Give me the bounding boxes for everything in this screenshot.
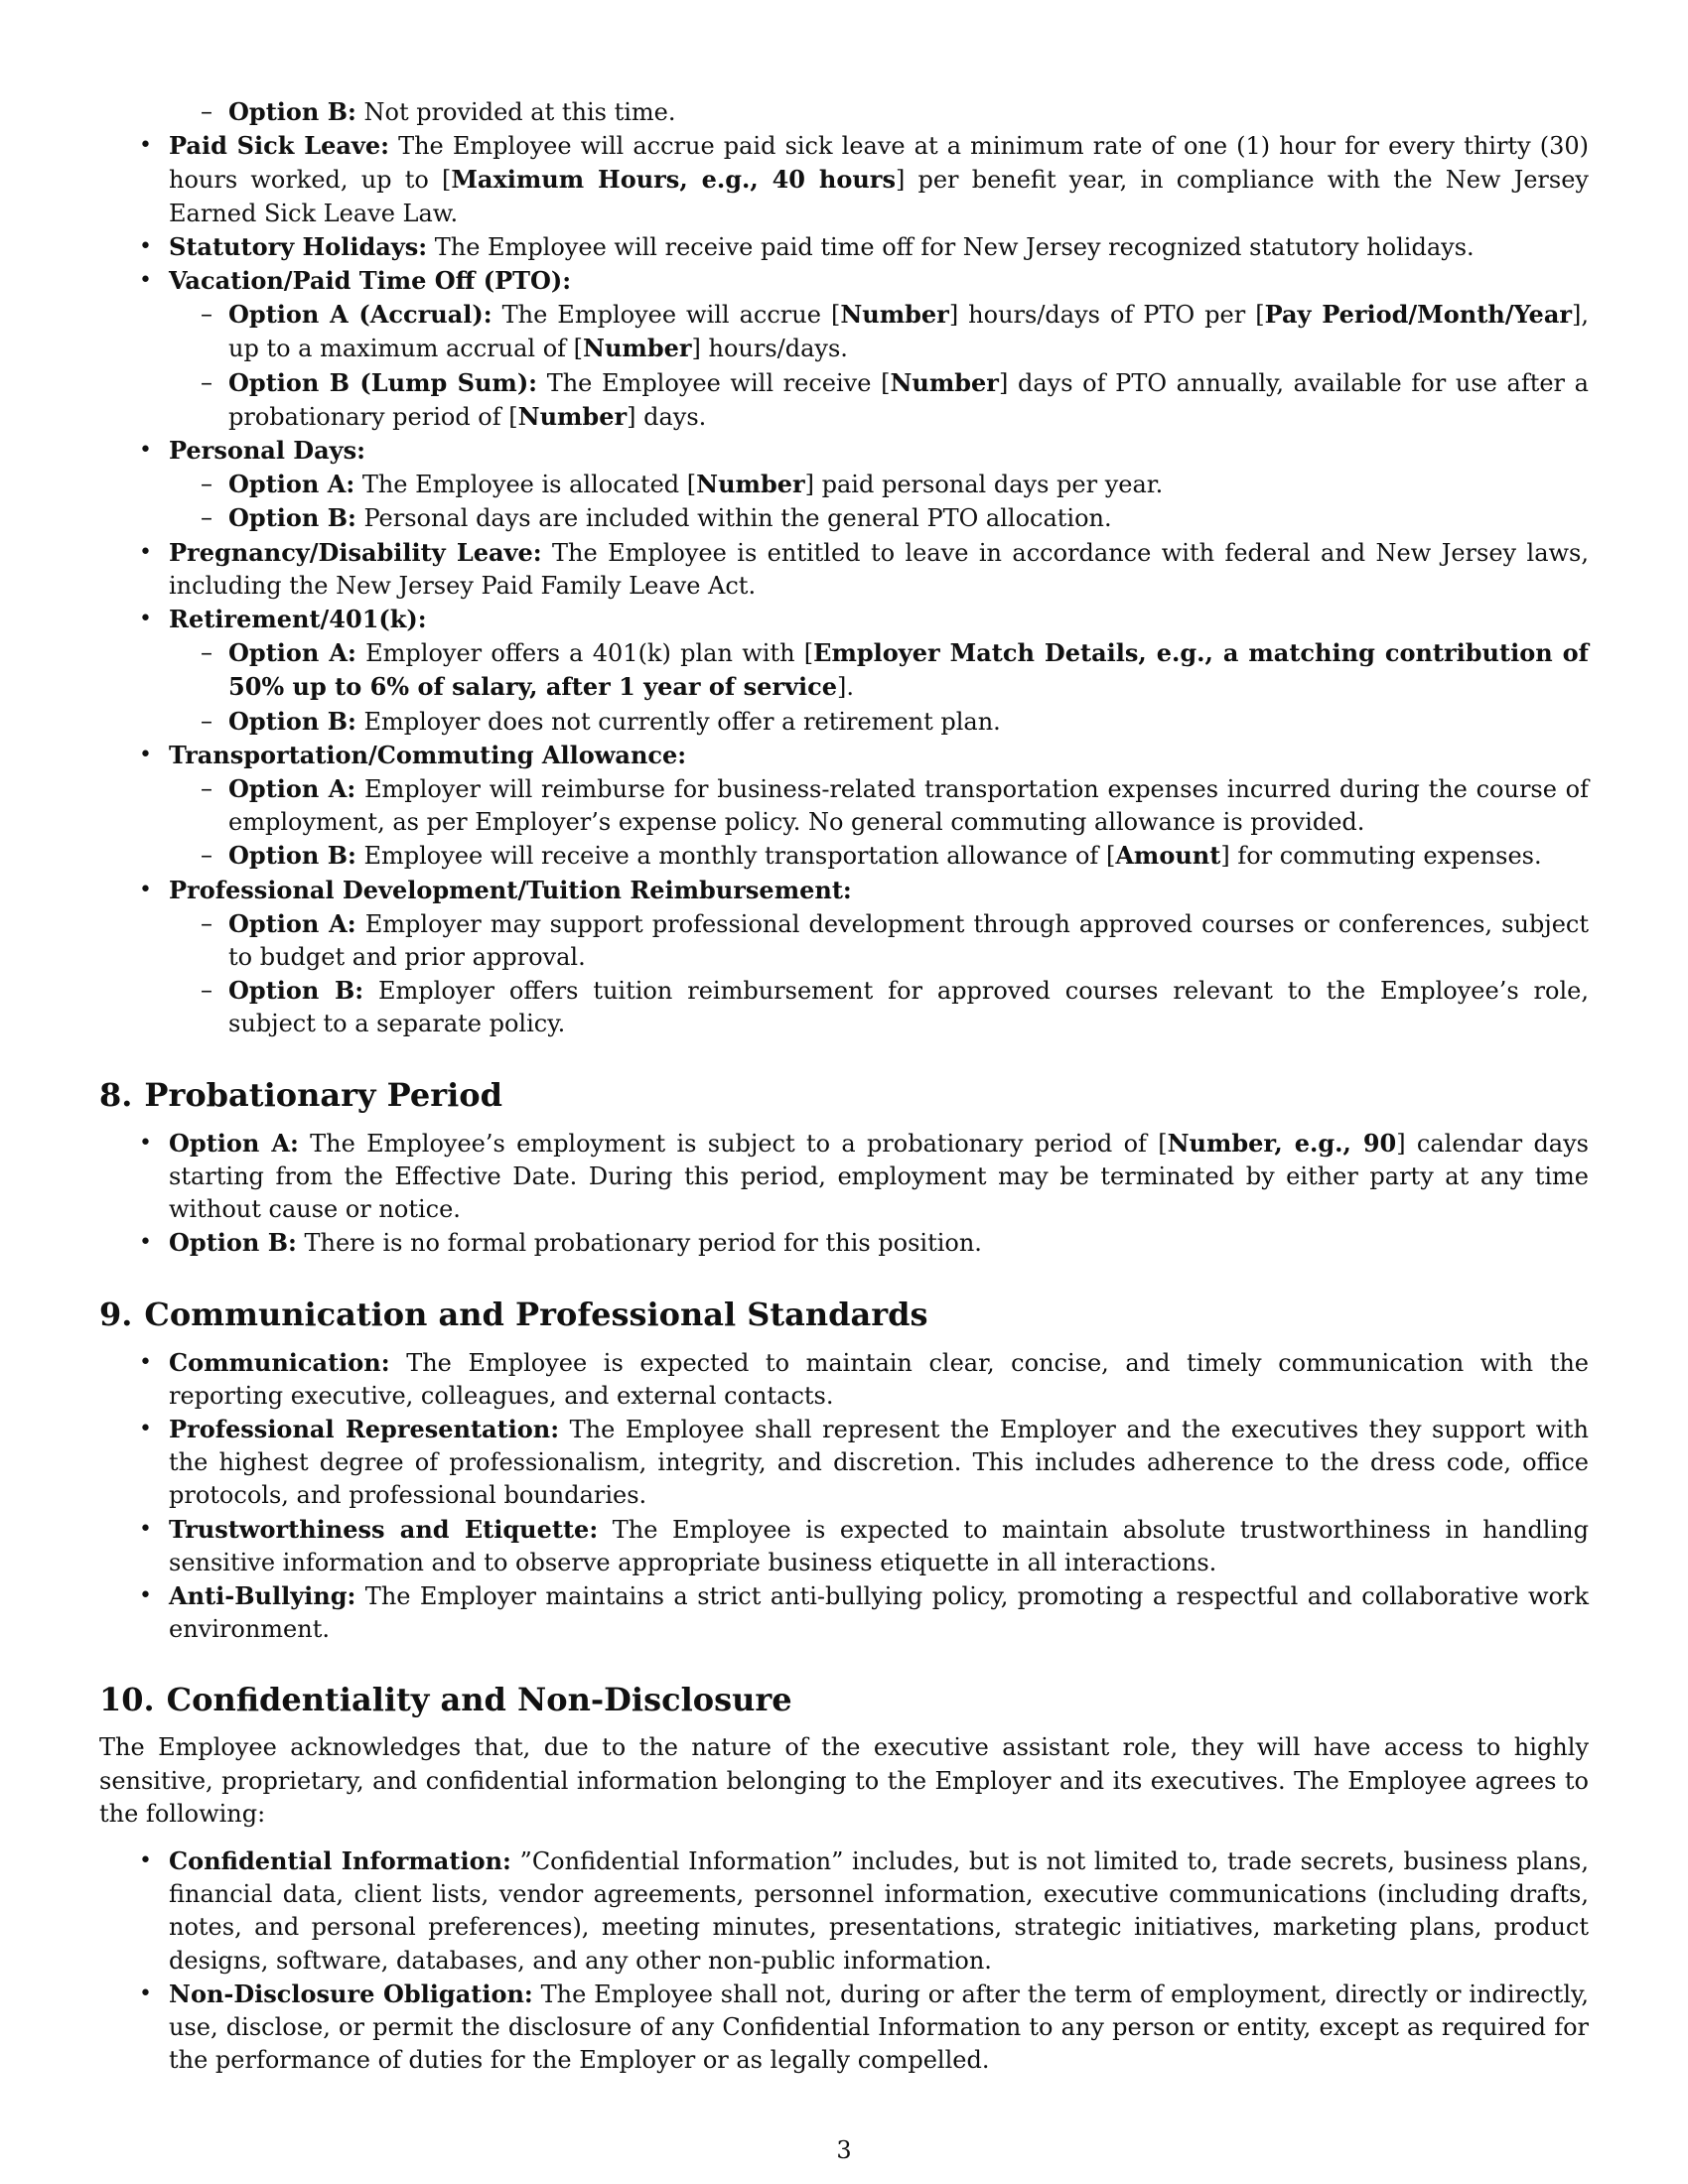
list-item: – Option A: The Employee is allocated [Number] paid personal days per year. [169, 468, 1589, 501]
list-item: • Confidential Information: ”Confidential Information” includes, but is not limited to, trade secrets, business plans, financial data, client lists, vendor agreements, personnel information, executive communications (including drafts, notes, and personal preferences), meeting minutes, presentations, strategic initiatives, marketing plans, product designs, software, databases, and any other non-public information. [99, 1844, 1589, 1978]
document-page [99, 95, 1589, 2077]
list-item: • Statutory Holidays: The Employee will receive paid time off for New Jersey recognized statutory holidays. [99, 230, 1589, 264]
list-item: – Option B (Lump Sum): The Employee will receive [Number] days of PTO annually, available for use after a probationary period of [Number] days. [169, 366, 1589, 434]
list-item: • Non-Disclosure Obligation: The Employee shall not, during or after the term of employment, directly or indirectly, use, disclose, or permit the disclosure of any Confidential Information to any person or entity, except as required for the performance of duties for the Employer or as legally compelled. [99, 1978, 1589, 2078]
list-item: – Option B: Employee will receive a monthly transportation allowance of [Amount] for commuting expenses. [169, 839, 1589, 873]
option-b-continuation: – Option B: Not provided at this time. [99, 95, 1589, 129]
list-item: • Trustworthiness and Etiquette: The Employee is expected to maintain absolute trustworthiness in handling sensitive information and to observe appropriate business etiquette in all interactions. [99, 1513, 1589, 1579]
list-item: • Paid Sick Leave: The Employee will accrue paid sick leave at a minimum rate of one (1) hour for every thirty (30) hours worked, up to [Maximum Hours, e.g., 40 hours] per benefit year, in compliance with the New Jersey Earned Sick Leave Law. [99, 129, 1589, 230]
list-item: – Option B: Personal days are included within the general PTO allocation. [169, 501, 1589, 535]
section-heading-probationary: 8. Probationary Period [99, 1075, 502, 1114]
probation-list [99, 1127, 1589, 1261]
list-item: • Personal Days: – Option A: The Employee is allocated [Number] paid personal days per year. – Option B: Personal days are included within the general PTO allocation. [99, 434, 1589, 536]
list-item: – Option B: Employer does not currently offer a retirement plan. [169, 705, 1589, 739]
list-item: – Option A: Employer will reimburse for business-related transportation expenses incurred during the course of employment, as per Employer’s expense policy. No general commuting allowance is provided. [169, 772, 1589, 839]
confidentiality-list [99, 1844, 1589, 2077]
list-item: • Pregnancy/Disability Leave: The Employee is entitled to leave in accordance with federal and New Jersey laws, including the New Jersey Paid Family Leave Act. [99, 536, 1589, 603]
list-item: • Retirement/401(k): – Option A: Employer offers a 401(k) plan with [Employer Match Details, e.g., a matching contribution of 50% up to 6% of salary, after 1 year of service]. – Option B: Employer does not currently offer a retirement plan. [99, 603, 1589, 739]
list-item: – Option A (Accrual): The Employee will accrue [Number] hours/days of PTO per [Pay Period/Month/Year], up to a maximum accrual of [Number] hours/days. [169, 298, 1589, 365]
list-item: – Option A: Employer offers a 401(k) plan with [Employer Match Details, e.g., a matching contribution of 50% up to 6% of salary, after 1 year of service]. [169, 636, 1589, 704]
page-number: 3 [836, 2136, 852, 2164]
list-item: • Professional Representation: The Employee shall represent the Employer and the executives they support with the highest degree of professionalism, integrity, and discretion. This includes adherence to the dress code, office protocols, and professional boundaries. [99, 1413, 1589, 1513]
benefits-list [99, 129, 1589, 1040]
confidentiality-intro: The Employee acknowledges that, due to the nature of the executive assistant role, they will have access to highly sensitive, proprietary, and confidential information belonging to the Employer and its executives. The Employee agrees to the following: [99, 1733, 1589, 1828]
list-item: • Option B: There is no formal probationary period for this position. [99, 1226, 1589, 1260]
standards-list [99, 1346, 1589, 1647]
section-heading-confidentiality: 10. Confidentiality and Non-Disclosure [99, 1681, 792, 1719]
section-heading-communication: 9. Communication and Professional Standards [99, 1295, 928, 1333]
list-item: • Option A: The Employee’s employment is subject to a probationary period of [Number, e.g., 90] calendar days starting from the Effective Date. During this period, employment may be terminated by either party at any time without cause or notice. [99, 1127, 1589, 1227]
list-item: • Anti-Bullying: The Employer maintains a strict anti-bullying policy, promoting a respectful and collaborative work environment. [99, 1579, 1589, 1646]
list-item: • Communication: The Employee is expected to maintain clear, concise, and timely communication with the reporting executive, colleagues, and external contacts. [99, 1346, 1589, 1413]
list-item: – Option B: Employer offers tuition reimbursement for approved courses relevant to the Employee’s role, subject to a separate policy. [169, 974, 1589, 1040]
list-item: • Professional Development/Tuition Reimbursement: – Option A: Employer may support professional development through approved courses or conferences, subject to budget and prior approval. – Option B: Employer offers tuition reimbursement for approved courses relevant to the Employee’s role, subject to a separate policy. [99, 874, 1589, 1041]
list-item: • Vacation/Paid Time Off (PTO): – Option A (Accrual): The Employee will accrue [Number] hours/days of PTO per [Pay Period/Month/Year], up to a maximum accrual of [Number] hours/days. – Option B (Lump Sum): The Employee will receive [Number] days of PTO annually, available for use after a probationary period of [Number] days. [99, 264, 1589, 434]
list-item: • Transportation/Commuting Allowance: – Option A: Employer will reimburse for business-related transportation expenses incurred during the course of employment, as per Employer’s expense policy. No general commuting allowance is provided. – Option B: Employee will receive a monthly transportation allowance of [Amount] for commuting expenses. [99, 739, 1589, 874]
list-item: – Option A: Employer may support professional development through approved courses or conferences, subject to budget and prior approval. [169, 907, 1589, 974]
